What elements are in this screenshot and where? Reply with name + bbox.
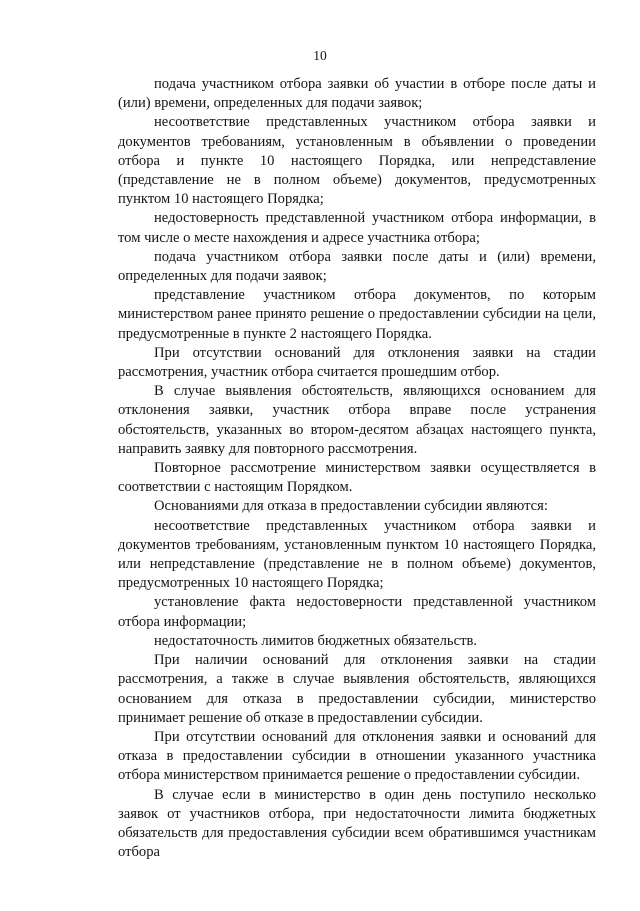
paragraph: представление участником отбора документов, по которым министерством ранее принято решение о предоставлении субсидии на цели, предусмотренные в пункте 2 настоящего Порядка. [118,287,596,342]
page-number: 10 [313,48,327,63]
paragraph: Основаниями для отказа в предоставлении субсидии являются: [154,498,548,515]
paragraph: подача участником отбора заявки об участии в отборе после даты и (или) времени, определенных для подачи заявок; [118,76,596,112]
paragraph: недостоверность представленной участником отбора информации, в том числе о месте нахождения и адресе участника отбора; [118,210,596,246]
paragraph: несоответствие представленных участником отбора заявки и документов требованиям, установленным пунктом 10 настоящего Порядка, или непредставление (представление не в полном объеме) документов, предусмотренных 10 настоящего Порядка; [118,517,596,592]
paragraph: В случае выявления обстоятельств, являющихся основанием для отклонения заявки, участник отбора вправе после устранения обстоятельств, указанных во втором-десятом абзацах настоящего пункта, направить заявку для повторного рассмотрения. [118,383,596,457]
document-body [118,75,596,862]
paragraph: Повторное рассмотрение министерством заявки осуществляется в соответствии с настоящим Порядком. [118,460,596,496]
paragraph: подача участником отбора заявки после даты и (или) времени, определенных для подачи заявок; [118,248,596,285]
paragraph: При отсутствии оснований для отклонения заявки на стадии рассмотрения, участник отбора считается прошедшим отбор. [118,344,596,381]
paragraph: В случае если в министерство в один день поступило несколько заявок от участников отбора, при недостаточности лимита бюджетных обязательств для предоставления субсидии всем обратившимся участникам отбора [118,786,596,861]
paragraph: При отсутствии оснований для отклонения заявки и оснований для отказа в предоставлении субсидии в отношении указанного участника отбора министерством принимается решение о предоставлении субсидии. [118,728,596,784]
paragraph: При наличии оснований для отклонения заявки на стадии рассмотрения, а также в случае выявления обстоятельств, являющихся основанием для отказа в предоставлении субсидии, министерство принимает решение об отказе в предоставлении субсидии. [118,652,596,726]
paragraph: несоответствие представленных участником отбора заявки и документов требованиям, установленным в объявлении о проведении отбора и пункте 10 настоящего Порядка, или непредставление (представление не в полном объеме) документов, предусмотренных пунктом 10 настоящего Порядка; [118,114,596,208]
paragraph: установление факта недостоверности представленной участником отбора информации; [118,594,596,630]
paragraph: недостаточность лимитов бюджетных обязательств. [154,632,477,649]
